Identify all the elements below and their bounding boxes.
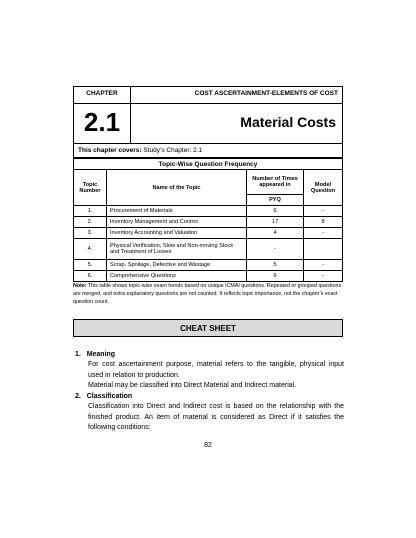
table-row [74,260,343,271]
row-model-question: - [304,206,343,217]
table-row [74,206,343,217]
header-pyq: PYQ [247,195,304,206]
row-topic-name: Comprehensive Questions [107,271,247,282]
chapter-number: 2.1 [83,107,121,137]
header-model-question: Model Question [304,170,343,206]
section-2-title: Classification [86,393,133,400]
chapter-covers-text: Study’s Chapter: 2.1 [141,147,203,154]
row-topic-name: Scrap, Spoilage, Defective and Wastage [107,260,247,271]
row-topic-number: 4. [74,239,107,260]
row-times: 4 [247,228,304,239]
row-topic-number: 5. [74,260,107,271]
table-note [73,282,345,306]
section-2-paragraph-1: Classification into Direct and Indirect cost is based on the relationship with the finished product. An item of material is considered as Direct if it satisfies the following conditions: [88,403,344,431]
table-title: Topic-Wise Question Frequency [74,159,343,170]
row-topic-name: Inventory Accounting and Valuation [107,228,247,239]
table-row [74,228,343,239]
row-times: 5 [247,260,304,271]
cheat-sheet-banner: CHEAT SHEET [73,319,343,337]
row-topic-number: 3. [74,228,107,239]
row-times: - [247,239,304,260]
section-1-paragraph-2: Material may be classified into Direct Material and Indirect material. [88,382,297,389]
table-row [74,217,343,228]
section-1-heading [75,349,115,360]
chapter-header-divider [130,87,131,143]
chapter-covers [73,144,343,158]
table-body [74,206,343,282]
row-topic-name: Physical Verification, Slow and Non-moving Stock and Treatment of Losses [107,239,247,260]
table-row [74,239,343,260]
row-topic-number: 2. [74,217,107,228]
section-1-paragraph-1: For cost ascertainment purpose, material refers to the tangible, physical input used in relation to production. [88,361,344,379]
row-model-question [304,239,343,260]
row-model-question: - [304,228,343,239]
row-topic-name: Procurement of Materials [107,206,247,217]
header-times: Number of Times appeared in [247,170,304,195]
note-text: This table shows topic-wise exam trends based on unique ICMAI questions. Repeated or grouped questions are merged, and extra explanatory questions are not counted. It reflects topic importance, not the chapter’s exact question count. [73,283,342,305]
section-2-heading [75,391,132,402]
section-1-number: 1. [75,351,81,358]
page-number: 82 [204,442,212,449]
row-times: 6 [247,271,304,282]
section-1-title: Meaning [86,351,116,358]
chapter-header-box [73,86,343,144]
row-times: 6 [247,206,304,217]
row-topic-name: Inventory Management and Control [107,217,247,228]
chapter-title: Material Costs [240,114,336,130]
note-label: Note: [73,283,87,289]
header-topic-number: Topic Number [74,170,107,206]
section-2-number: 2. [75,393,81,400]
row-times: 17 [247,217,304,228]
chapter-label: CHAPTER [86,90,118,97]
topic-frequency-table [73,158,343,282]
row-model-question: - [304,260,343,271]
chapter-topic: COST ASCERTAINMENT-ELEMENTS OF COST [194,90,338,97]
row-model-question: - [304,271,343,282]
row-topic-number: 1. [74,206,107,217]
header-topic-name: Name of the Topic [107,170,247,206]
row-topic-number: 6. [74,271,107,282]
table-row [74,271,343,282]
row-model-question: 8 [304,217,343,228]
chapter-covers-label: This chapter covers: [78,147,142,154]
